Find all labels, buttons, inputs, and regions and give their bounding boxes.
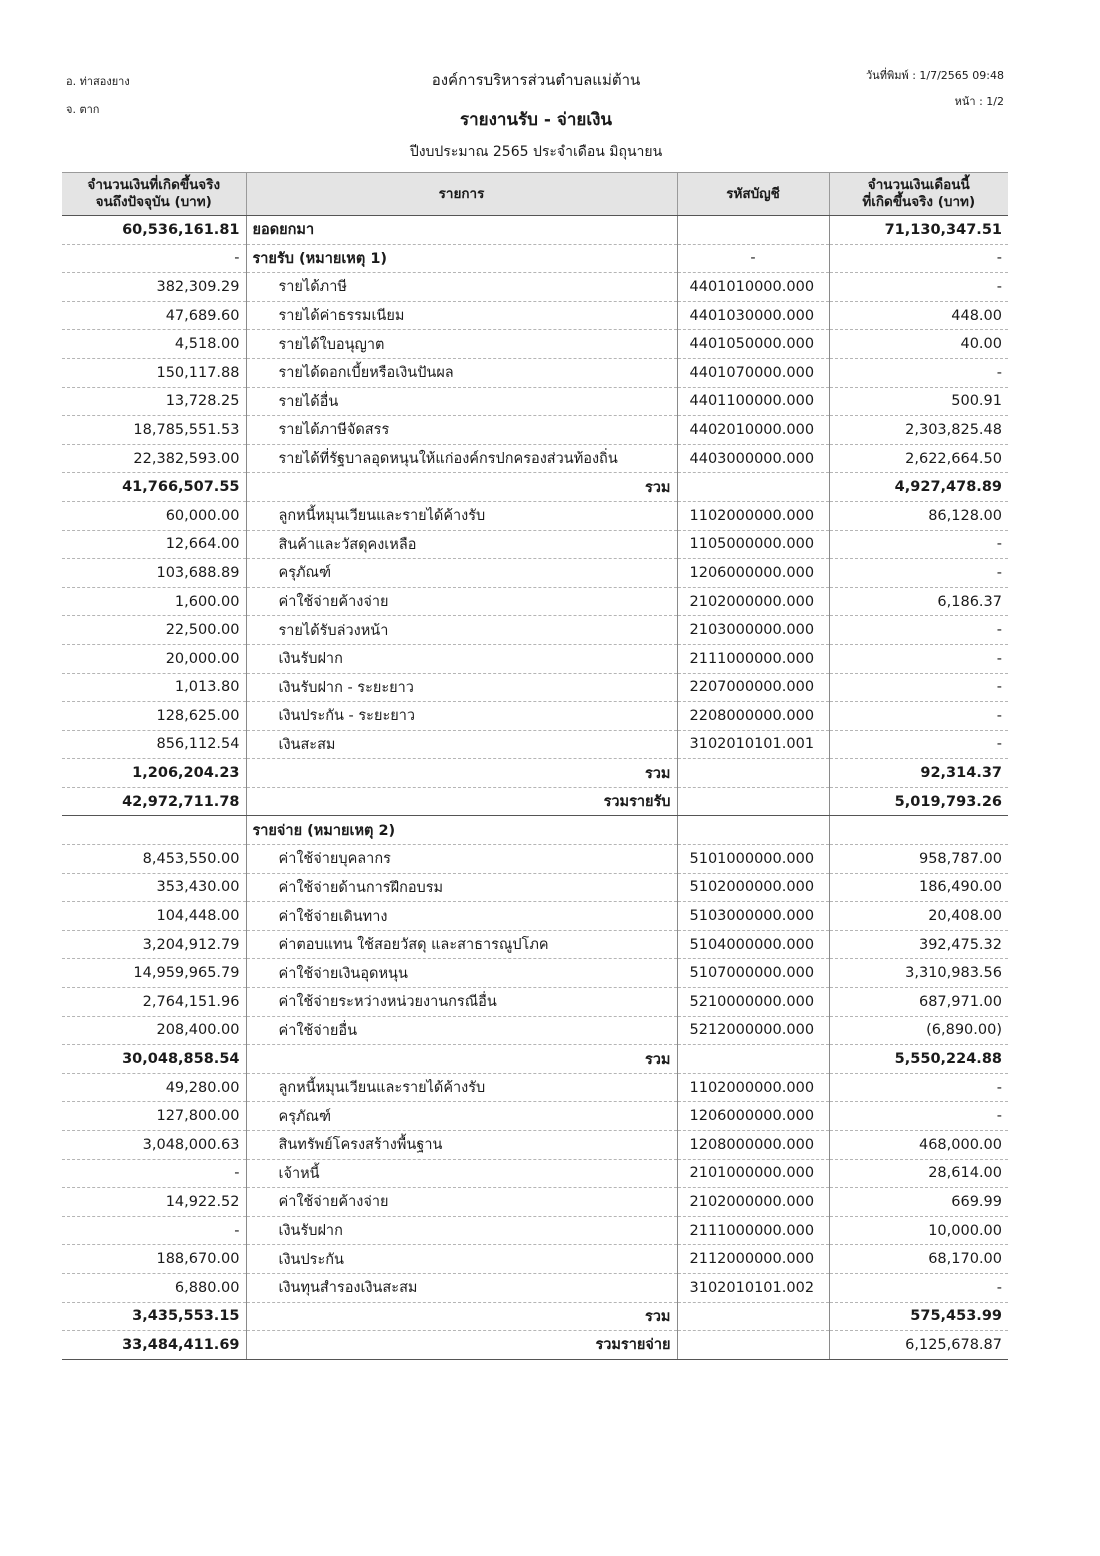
amount-this-month: 392,475.32 bbox=[829, 930, 1008, 959]
table-row bbox=[62, 873, 1008, 902]
amount-this-month: 186,490.00 bbox=[829, 873, 1008, 902]
amount-to-date: 150,117.88 bbox=[62, 358, 246, 387]
table-row bbox=[62, 416, 1008, 445]
income-heading-label: รายรับ (หมายเหตุ 1) bbox=[246, 244, 677, 273]
table-row bbox=[62, 845, 1008, 874]
account-code: 5103000000.000 bbox=[677, 902, 829, 931]
item-name: เงินทุนสำรองเงินสะสม bbox=[246, 1273, 677, 1302]
account-code: 4403000000.000 bbox=[677, 444, 829, 473]
account-code: 1208000000.000 bbox=[677, 1131, 829, 1160]
amount-to-date: 18,785,551.53 bbox=[62, 416, 246, 445]
account-code: 1102000000.000 bbox=[677, 1073, 829, 1102]
amount-to-date: 60,000.00 bbox=[62, 501, 246, 530]
item-name: เงินรับฝาก bbox=[246, 644, 677, 673]
report-table-body bbox=[62, 216, 1008, 1360]
account-code: 5210000000.000 bbox=[677, 988, 829, 1017]
table-row bbox=[62, 444, 1008, 473]
carry-forward-label: ยอดยกมา bbox=[246, 216, 677, 245]
amount-this-month: - bbox=[829, 673, 1008, 702]
total-label: รวม bbox=[246, 1302, 677, 1331]
income-heading-code: - bbox=[677, 244, 829, 273]
amount-to-date: 2,764,151.96 bbox=[62, 988, 246, 1017]
table-row bbox=[62, 1273, 1008, 1302]
subtotal-row bbox=[62, 1045, 1008, 1074]
amount-this-month: 40.00 bbox=[829, 330, 1008, 359]
table-row bbox=[62, 644, 1008, 673]
total-amount-to-date: 3,435,553.15 bbox=[62, 1302, 246, 1331]
column-header-actual-to-date-line2: จนถึงปัจจุบัน (บาท) bbox=[95, 194, 212, 210]
income-section-heading bbox=[62, 244, 1008, 273]
report-title: รายงานรับ - จ่ายเงิน bbox=[459, 110, 613, 130]
subtotal-row bbox=[62, 1302, 1008, 1331]
table-row bbox=[62, 273, 1008, 302]
amount-this-month: - bbox=[829, 273, 1008, 302]
amount-this-month: 669.99 bbox=[829, 1188, 1008, 1217]
amount-to-date: 14,922.52 bbox=[62, 1188, 246, 1217]
table-row bbox=[62, 1102, 1008, 1131]
account-code-empty bbox=[677, 1302, 829, 1331]
expenditure-heading-label: รายจ่าย (หมายเหตุ 2) bbox=[246, 816, 677, 845]
amount-this-month: 2,622,664.50 bbox=[829, 444, 1008, 473]
account-code: 4401050000.000 bbox=[677, 330, 829, 359]
amount-to-date: 22,382,593.00 bbox=[62, 444, 246, 473]
table-row bbox=[62, 930, 1008, 959]
account-code: 5107000000.000 bbox=[677, 959, 829, 988]
grand-total-row bbox=[62, 1331, 1008, 1360]
amount-this-month: 448.00 bbox=[829, 301, 1008, 330]
amount-this-month: 687,971.00 bbox=[829, 988, 1008, 1017]
table-row bbox=[62, 730, 1008, 759]
item-name: รายได้ที่รัฐบาลอุดหนุนให้แก่องค์กรปกครองส่วนท้องถิ่น bbox=[246, 444, 677, 473]
total-amount-to-date: 42,972,711.78 bbox=[62, 787, 246, 816]
amount-this-month: - bbox=[829, 358, 1008, 387]
item-name: ลูกหนี้หมุนเวียนและรายได้ค้างรับ bbox=[246, 1073, 677, 1102]
item-name: รายได้ภาษี bbox=[246, 273, 677, 302]
district-label: อ. ท่าสองยาง bbox=[66, 75, 130, 88]
account-code: 3102010101.002 bbox=[677, 1273, 829, 1302]
item-name: สินค้าและวัสดุคงเหลือ bbox=[246, 530, 677, 559]
amount-to-date: 14,959,965.79 bbox=[62, 959, 246, 988]
item-name: ค่าใช้จ่ายค้างจ่าย bbox=[246, 1188, 677, 1217]
item-name: ค่าใช้จ่ายเดินทาง bbox=[246, 902, 677, 931]
item-name: รายได้ใบอนุญาต bbox=[246, 330, 677, 359]
amount-this-month: (6,890.00) bbox=[829, 1016, 1008, 1045]
amount-this-month: 500.91 bbox=[829, 387, 1008, 416]
account-code: 4401010000.000 bbox=[677, 273, 829, 302]
total-label: รวม bbox=[246, 473, 677, 502]
item-name: เงินรับฝาก - ระยะยาว bbox=[246, 673, 677, 702]
expenditure-heading-to-date bbox=[62, 816, 246, 845]
item-name: ครุภัณฑ์ bbox=[246, 1102, 677, 1131]
account-code: 2111000000.000 bbox=[677, 1216, 829, 1245]
amount-this-month: 28,614.00 bbox=[829, 1159, 1008, 1188]
amount-this-month: - bbox=[829, 702, 1008, 731]
item-name: เจ้าหนี้ bbox=[246, 1159, 677, 1188]
amount-this-month: 3,310,983.56 bbox=[829, 959, 1008, 988]
amount-this-month: - bbox=[829, 1102, 1008, 1131]
table-row bbox=[62, 1131, 1008, 1160]
grand-total-row bbox=[62, 787, 1008, 816]
page-number: หน้า : 1/2 bbox=[954, 95, 1004, 108]
account-code: 2103000000.000 bbox=[677, 616, 829, 645]
account-code: 5212000000.000 bbox=[677, 1016, 829, 1045]
column-header-item: รายการ bbox=[246, 173, 677, 216]
account-code-empty bbox=[677, 1331, 829, 1360]
item-name: รายได้อื่น bbox=[246, 387, 677, 416]
amount-to-date: 6,880.00 bbox=[62, 1273, 246, 1302]
amount-this-month: 10,000.00 bbox=[829, 1216, 1008, 1245]
amount-to-date: 382,309.29 bbox=[62, 273, 246, 302]
amount-to-date: 856,112.54 bbox=[62, 730, 246, 759]
item-name: ครุภัณฑ์ bbox=[246, 559, 677, 588]
table-row bbox=[62, 988, 1008, 1017]
account-code-empty bbox=[677, 216, 829, 245]
account-code: 1206000000.000 bbox=[677, 559, 829, 588]
amount-this-month: - bbox=[829, 1073, 1008, 1102]
amount-this-month: 958,787.00 bbox=[829, 845, 1008, 874]
amount-this-month: - bbox=[829, 559, 1008, 588]
income-heading-this-month: - bbox=[829, 244, 1008, 273]
amount-this-month: 2,303,825.48 bbox=[829, 416, 1008, 445]
account-code-empty bbox=[677, 759, 829, 788]
organization-name: องค์การบริหารส่วนตำบลแม่ต้าน bbox=[431, 71, 641, 89]
amount-to-date: 128,625.00 bbox=[62, 702, 246, 731]
item-name: เงินรับฝาก bbox=[246, 1216, 677, 1245]
item-name: ค่าใช้จ่ายอื่น bbox=[246, 1016, 677, 1045]
account-code: 1105000000.000 bbox=[677, 530, 829, 559]
account-code: 5101000000.000 bbox=[677, 845, 829, 874]
amount-to-date: 127,800.00 bbox=[62, 1102, 246, 1131]
amount-to-date: - bbox=[62, 1216, 246, 1245]
account-code: 2102000000.000 bbox=[677, 587, 829, 616]
income-heading-to-date: - bbox=[62, 244, 246, 273]
item-name: ค่าใช้จ่ายด้านการฝึกอบรม bbox=[246, 873, 677, 902]
amount-to-date: 208,400.00 bbox=[62, 1016, 246, 1045]
item-name: ลูกหนี้หมุนเวียนและรายได้ค้างรับ bbox=[246, 501, 677, 530]
amount-to-date: 103,688.89 bbox=[62, 559, 246, 588]
account-code: 5102000000.000 bbox=[677, 873, 829, 902]
print-date: วันที่พิมพ์ : 1/7/2565 09:48 bbox=[866, 69, 1004, 82]
column-header-actual-to-date bbox=[62, 173, 246, 216]
subtotal-row bbox=[62, 759, 1008, 788]
total-amount-to-date: 41,766,507.55 bbox=[62, 473, 246, 502]
amount-to-date: 47,689.60 bbox=[62, 301, 246, 330]
item-name: ค่าใช้จ่ายเงินอุดหนุน bbox=[246, 959, 677, 988]
table-row bbox=[62, 1216, 1008, 1245]
total-amount-this-month: 6,125,678.87 bbox=[829, 1331, 1008, 1360]
item-name: สินทรัพย์โครงสร้างพื้นฐาน bbox=[246, 1131, 677, 1160]
total-label: รวม bbox=[246, 759, 677, 788]
subtotal-row bbox=[62, 473, 1008, 502]
table-row bbox=[62, 530, 1008, 559]
table-row bbox=[62, 501, 1008, 530]
column-header-this-month-line2: ที่เกิดขึ้นจริง (บาท) bbox=[862, 194, 976, 210]
account-code: 2208000000.000 bbox=[677, 702, 829, 731]
account-code: 3102010101.001 bbox=[677, 730, 829, 759]
item-name: ค่าใช้จ่ายค้างจ่าย bbox=[246, 587, 677, 616]
table-row bbox=[62, 1159, 1008, 1188]
expenditure-heading-this-month bbox=[829, 816, 1008, 845]
total-label: รวมรายรับ bbox=[246, 787, 677, 816]
column-header-actual-to-date-line1: จำนวนเงินที่เกิดขึ้นจริง bbox=[87, 177, 221, 193]
amount-to-date: 12,664.00 bbox=[62, 530, 246, 559]
carry-forward-this-month: 71,130,347.51 bbox=[829, 216, 1008, 245]
table-row bbox=[62, 387, 1008, 416]
amount-to-date: 188,670.00 bbox=[62, 1245, 246, 1274]
total-amount-to-date: 1,206,204.23 bbox=[62, 759, 246, 788]
item-name: รายได้รับล่วงหน้า bbox=[246, 616, 677, 645]
expenditure-section-heading bbox=[62, 816, 1008, 845]
account-code-empty bbox=[677, 787, 829, 816]
amount-to-date: 353,430.00 bbox=[62, 873, 246, 902]
table-row bbox=[62, 902, 1008, 931]
item-name: ค่าใช้จ่ายระหว่างหน่วยงานกรณีอื่น bbox=[246, 988, 677, 1017]
total-amount-this-month: 5,550,224.88 bbox=[829, 1045, 1008, 1074]
table-row bbox=[62, 559, 1008, 588]
amount-this-month: 68,170.00 bbox=[829, 1245, 1008, 1274]
report-table bbox=[62, 172, 1008, 1360]
account-code-empty bbox=[677, 473, 829, 502]
account-code-empty bbox=[677, 816, 829, 845]
carry-forward-row bbox=[62, 216, 1008, 245]
amount-this-month: - bbox=[829, 1273, 1008, 1302]
account-code: 4402010000.000 bbox=[677, 416, 829, 445]
total-amount-to-date: 30,048,858.54 bbox=[62, 1045, 246, 1074]
account-code: 2112000000.000 bbox=[677, 1245, 829, 1274]
amount-this-month: 20,408.00 bbox=[829, 902, 1008, 931]
table-row bbox=[62, 616, 1008, 645]
table-row bbox=[62, 1016, 1008, 1045]
account-code: 5104000000.000 bbox=[677, 930, 829, 959]
account-code: 2102000000.000 bbox=[677, 1188, 829, 1217]
amount-to-date: 3,204,912.79 bbox=[62, 930, 246, 959]
total-amount-this-month: 5,019,793.26 bbox=[829, 787, 1008, 816]
table-row bbox=[62, 702, 1008, 731]
total-amount-this-month: 575,453.99 bbox=[829, 1302, 1008, 1331]
amount-to-date: 20,000.00 bbox=[62, 644, 246, 673]
carry-forward-to-date: 60,536,161.81 bbox=[62, 216, 246, 245]
amount-this-month: - bbox=[829, 644, 1008, 673]
amount-to-date: 49,280.00 bbox=[62, 1073, 246, 1102]
amount-this-month: 468,000.00 bbox=[829, 1131, 1008, 1160]
total-amount-this-month: 4,927,478.89 bbox=[829, 473, 1008, 502]
item-name: เงินประกัน - ระยะยาว bbox=[246, 702, 677, 731]
amount-to-date: 104,448.00 bbox=[62, 902, 246, 931]
account-code: 4401070000.000 bbox=[677, 358, 829, 387]
amount-to-date: 4,518.00 bbox=[62, 330, 246, 359]
item-name: รายได้ดอกเบี้ยหรือเงินปันผล bbox=[246, 358, 677, 387]
amount-to-date: 3,048,000.63 bbox=[62, 1131, 246, 1160]
amount-this-month: - bbox=[829, 730, 1008, 759]
report-subtitle: ปีงบประมาณ 2565 ประจำเดือน มิถุนายน bbox=[409, 144, 663, 160]
total-label: รวม bbox=[246, 1045, 677, 1074]
table-row bbox=[62, 358, 1008, 387]
amount-this-month: 86,128.00 bbox=[829, 501, 1008, 530]
column-header-this-month bbox=[829, 173, 1008, 216]
account-code: 2207000000.000 bbox=[677, 673, 829, 702]
column-header-this-month-line1: จำนวนเงินเดือนนี้ bbox=[867, 177, 970, 193]
account-code-empty bbox=[677, 1045, 829, 1074]
account-code: 2111000000.000 bbox=[677, 644, 829, 673]
table-row bbox=[62, 330, 1008, 359]
table-row bbox=[62, 1245, 1008, 1274]
item-name: รายได้ค่าธรรมเนียม bbox=[246, 301, 677, 330]
amount-to-date: 22,500.00 bbox=[62, 616, 246, 645]
table-header-row bbox=[62, 173, 1008, 216]
amount-to-date: 13,728.25 bbox=[62, 387, 246, 416]
amount-this-month: - bbox=[829, 616, 1008, 645]
account-code: 4401100000.000 bbox=[677, 387, 829, 416]
account-code: 1102000000.000 bbox=[677, 501, 829, 530]
amount-to-date: 1,600.00 bbox=[62, 587, 246, 616]
amount-to-date: - bbox=[62, 1159, 246, 1188]
amount-to-date: 1,013.80 bbox=[62, 673, 246, 702]
table-row bbox=[62, 587, 1008, 616]
total-label: รวมรายจ่าย bbox=[246, 1331, 677, 1360]
province-label: จ. ตาก bbox=[66, 103, 100, 116]
total-amount-this-month: 92,314.37 bbox=[829, 759, 1008, 788]
table-row bbox=[62, 673, 1008, 702]
column-header-account-code: รหัสบัญชี bbox=[677, 173, 829, 216]
total-amount-to-date: 33,484,411.69 bbox=[62, 1331, 246, 1360]
table-row bbox=[62, 959, 1008, 988]
item-name: รายได้ภาษีจัดสรร bbox=[246, 416, 677, 445]
item-name: เงินสะสม bbox=[246, 730, 677, 759]
amount-this-month: - bbox=[829, 530, 1008, 559]
item-name: เงินประกัน bbox=[246, 1245, 677, 1274]
table-row bbox=[62, 1073, 1008, 1102]
account-code: 2101000000.000 bbox=[677, 1159, 829, 1188]
amount-to-date: 8,453,550.00 bbox=[62, 845, 246, 874]
amount-this-month: 6,186.37 bbox=[829, 587, 1008, 616]
item-name: ค่าใช้จ่ายบุคลากร bbox=[246, 845, 677, 874]
account-code: 4401030000.000 bbox=[677, 301, 829, 330]
item-name: ค่าตอบแทน ใช้สอยวัสดุ และสาธารณูปโภค bbox=[246, 930, 677, 959]
account-code: 1206000000.000 bbox=[677, 1102, 829, 1131]
table-row bbox=[62, 1188, 1008, 1217]
table-row bbox=[62, 301, 1008, 330]
